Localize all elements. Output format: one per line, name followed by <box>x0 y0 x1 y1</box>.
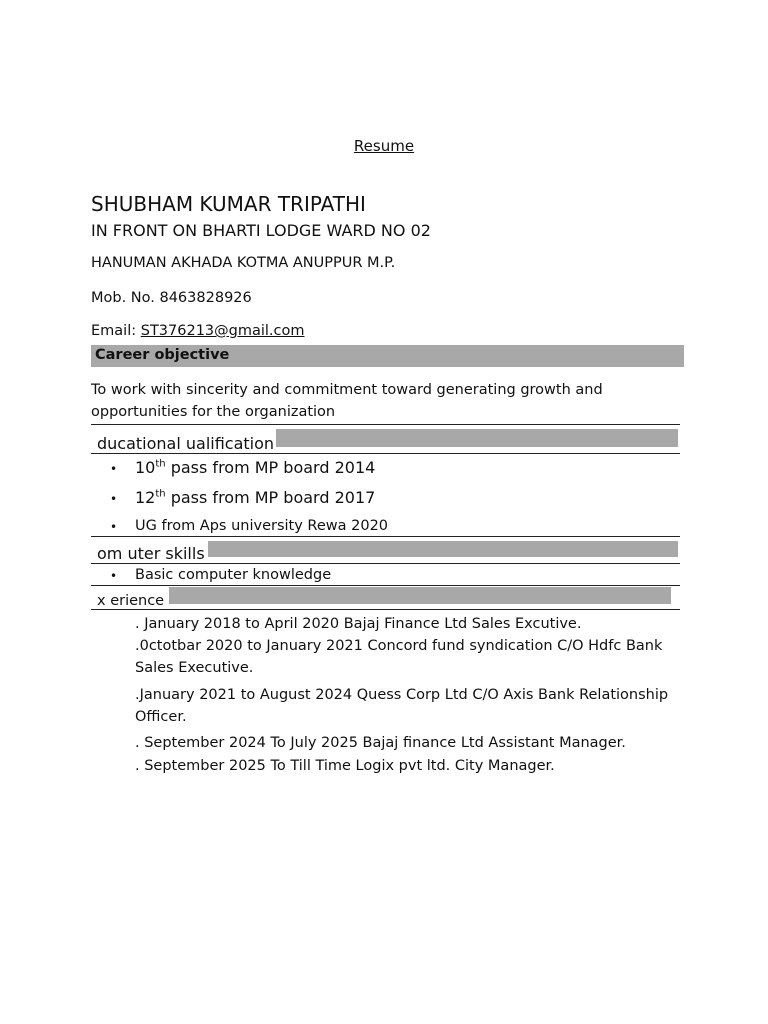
bullet-icon: • <box>110 569 118 583</box>
career-objective-line-1: To work with sincerity and commitment toward generating growth and <box>91 382 603 398</box>
computer-skill-item: Basic computer knowledge <box>135 567 332 583</box>
address-line-1: IN FRONT ON BHARTI LODGE WARD NO 02 <box>91 221 431 240</box>
experience-heading: x erience <box>97 593 165 609</box>
education-item-2-grade: 12 <box>135 488 156 507</box>
bullet-icon: • <box>110 520 118 534</box>
career-objective-heading: Career objective <box>95 347 230 363</box>
experience-entry: . January 2018 to April 2020 Bajaj Finance Ltd Sales Excutive. <box>135 616 582 632</box>
address-line-2: HANUMAN AKHADA KOTMA ANUPPUR M.P. <box>91 255 396 271</box>
experience-entry: . September 2025 To Till Time Logix pvt ltd. City Manager. <box>135 758 555 774</box>
candidate-name: SHUBHAM KUMAR TRIPATHI <box>91 192 366 216</box>
career-objective-line-2: opportunities for the organization <box>91 404 336 420</box>
education-item-2-sup: th <box>155 488 166 500</box>
resume-title-text: Resume <box>353 137 415 155</box>
experience-heading-fill <box>169 587 671 604</box>
computer-skills-section-header <box>91 536 680 564</box>
education-item-2 <box>135 488 375 507</box>
education-item-1 <box>135 458 375 477</box>
mobile-number: Mob. No. 8463828926 <box>91 290 252 306</box>
experience-entry-continued: Officer. <box>135 709 187 725</box>
education-item-1-grade: 10 <box>135 458 156 477</box>
computer-skills-heading-fill <box>208 541 678 557</box>
experience-entry: . September 2024 To July 2025 Bajaj finance Ltd Assistant Manager. <box>135 735 626 751</box>
education-item-2-text: pass from MP board 2017 <box>165 488 376 507</box>
experience-section-header <box>91 585 680 610</box>
education-heading: ducational ualification <box>97 434 275 453</box>
education-item-3: UG from Aps university Rewa 2020 <box>135 518 389 534</box>
bullet-icon: • <box>110 492 118 506</box>
resume-title <box>0 137 768 155</box>
education-item-1-sup: th <box>155 458 166 470</box>
education-item-1-text: pass from MP board 2014 <box>165 458 376 477</box>
education-heading-fill <box>276 429 678 447</box>
email-link[interactable]: ST376213@gmail.com <box>140 323 305 339</box>
experience-entry-continued: Sales Executive. <box>135 660 254 676</box>
experience-entry: .January 2021 to August 2024 Quess Corp Ltd C/O Axis Bank Relationship <box>135 687 669 703</box>
education-section-header <box>91 424 680 454</box>
computer-skills-heading: om uter skills <box>97 544 205 563</box>
bullet-icon: • <box>110 462 118 476</box>
email-row <box>91 323 305 339</box>
career-objective-heading-bar <box>91 345 684 367</box>
email-label: Email: <box>91 323 141 339</box>
experience-entry: .0ctotbar 2020 to January 2021 Concord fund syndication C/O Hdfc Bank <box>135 638 663 654</box>
